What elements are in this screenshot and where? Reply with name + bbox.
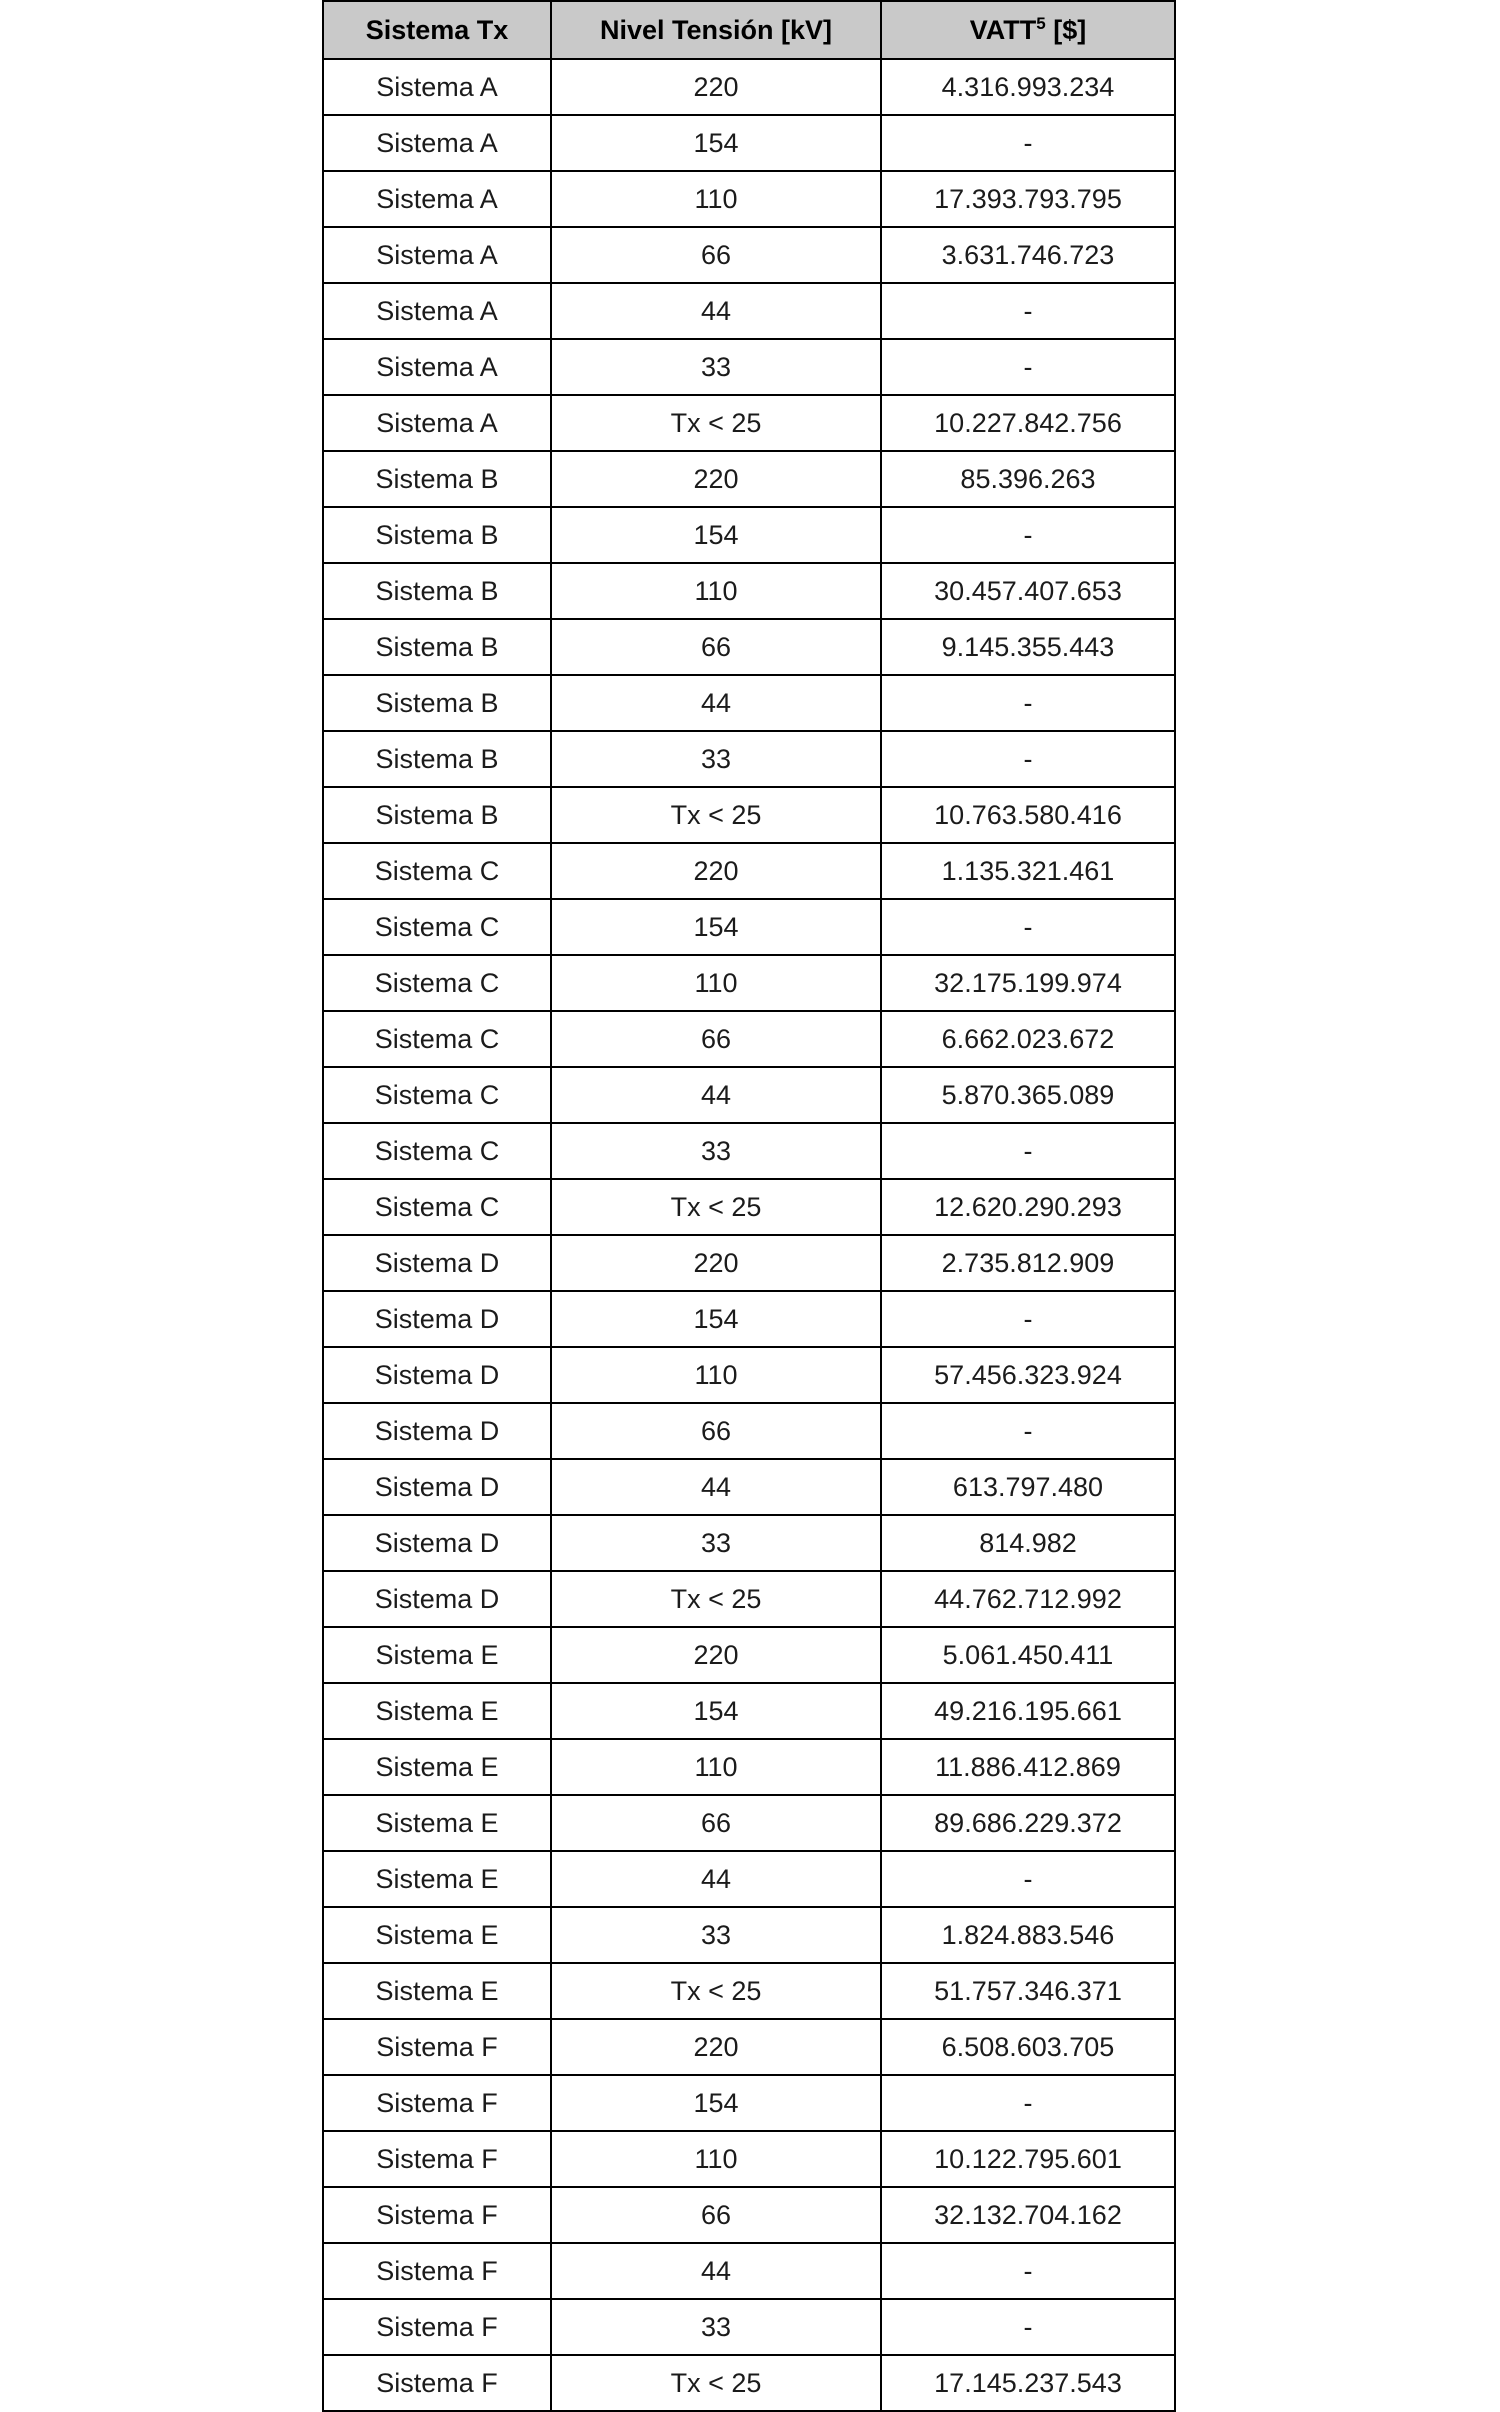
cell-vatt-value: 10.122.795.601: [881, 2131, 1175, 2187]
table-row: [323, 59, 1175, 115]
table-row: [323, 1627, 1175, 1683]
table-row: [323, 1291, 1175, 1347]
cell-vatt-value: -: [881, 1403, 1175, 1459]
cell-level: Tx < 25: [551, 1571, 881, 1627]
table-row: [323, 1739, 1175, 1795]
cell-system: Sistema D: [323, 1571, 551, 1627]
table-row: [323, 843, 1175, 899]
cell-system: Sistema F: [323, 2131, 551, 2187]
cell-system: Sistema E: [323, 1851, 551, 1907]
table-row: [323, 731, 1175, 787]
cell-level: Tx < 25: [551, 1179, 881, 1235]
cell-vatt-value: 1.135.321.461: [881, 843, 1175, 899]
column-header-level: Nivel Tensión [kV]: [551, 1, 881, 59]
table-row: [323, 1851, 1175, 1907]
cell-level: 154: [551, 2075, 881, 2131]
table-row: [323, 1011, 1175, 1067]
cell-level: 33: [551, 1907, 881, 1963]
cell-level: 220: [551, 59, 881, 115]
table-row: [323, 1403, 1175, 1459]
cell-vatt-value: 4.316.993.234: [881, 59, 1175, 115]
table-row: [323, 395, 1175, 451]
cell-system: Sistema D: [323, 1515, 551, 1571]
table-row: [323, 2355, 1175, 2411]
cell-system: Sistema F: [323, 2187, 551, 2243]
column-header-vatt: [881, 1, 1175, 59]
table-row: [323, 115, 1175, 171]
cell-vatt-value: -: [881, 1123, 1175, 1179]
cell-level: 110: [551, 563, 881, 619]
cell-system: Sistema D: [323, 1235, 551, 1291]
cell-level: 33: [551, 339, 881, 395]
cell-vatt-value: 613.797.480: [881, 1459, 1175, 1515]
cell-level: 110: [551, 1739, 881, 1795]
table-row: [323, 227, 1175, 283]
table-row: [323, 171, 1175, 227]
column-header-vatt-footnote: 5: [1036, 14, 1046, 34]
cell-vatt-value: 85.396.263: [881, 451, 1175, 507]
cell-level: 44: [551, 675, 881, 731]
table-row: [323, 2131, 1175, 2187]
cell-system: Sistema B: [323, 787, 551, 843]
cell-system: Sistema D: [323, 1347, 551, 1403]
cell-vatt-value: 17.145.237.543: [881, 2355, 1175, 2411]
cell-system: Sistema C: [323, 1179, 551, 1235]
cell-level: 66: [551, 619, 881, 675]
vatt-table-container: [322, 0, 1174, 2412]
cell-vatt-value: 32.175.199.974: [881, 955, 1175, 1011]
cell-vatt-value: -: [881, 731, 1175, 787]
cell-system: Sistema A: [323, 171, 551, 227]
table-row: [323, 2299, 1175, 2355]
cell-level: 33: [551, 2299, 881, 2355]
cell-level: 220: [551, 843, 881, 899]
cell-level: 110: [551, 955, 881, 1011]
table-row: [323, 451, 1175, 507]
cell-vatt-value: -: [881, 675, 1175, 731]
cell-level: 44: [551, 1851, 881, 1907]
cell-system: Sistema E: [323, 1907, 551, 1963]
cell-system: Sistema B: [323, 675, 551, 731]
cell-level: 44: [551, 283, 881, 339]
cell-system: Sistema A: [323, 283, 551, 339]
cell-system: Sistema E: [323, 1627, 551, 1683]
cell-system: Sistema F: [323, 2355, 551, 2411]
table-body: [323, 59, 1175, 2411]
cell-vatt-value: 6.508.603.705: [881, 2019, 1175, 2075]
cell-system: Sistema A: [323, 227, 551, 283]
cell-vatt-value: 5.061.450.411: [881, 1627, 1175, 1683]
table-row: [323, 563, 1175, 619]
cell-system: Sistema B: [323, 619, 551, 675]
column-header-vatt-unit: [$]: [1045, 15, 1087, 46]
cell-system: Sistema E: [323, 1963, 551, 2019]
table-row: [323, 1067, 1175, 1123]
cell-vatt-value: 44.762.712.992: [881, 1571, 1175, 1627]
cell-system: Sistema A: [323, 339, 551, 395]
cell-level: 66: [551, 1403, 881, 1459]
cell-level: 220: [551, 1235, 881, 1291]
cell-vatt-value: -: [881, 2243, 1175, 2299]
table-row: [323, 1347, 1175, 1403]
table-row: [323, 2019, 1175, 2075]
cell-vatt-value: -: [881, 339, 1175, 395]
table-row: [323, 2075, 1175, 2131]
cell-vatt-value: 5.870.365.089: [881, 1067, 1175, 1123]
cell-level: 44: [551, 2243, 881, 2299]
cell-vatt-value: 1.824.883.546: [881, 1907, 1175, 1963]
cell-vatt-value: 30.457.407.653: [881, 563, 1175, 619]
table-row: [323, 1179, 1175, 1235]
cell-level: 110: [551, 171, 881, 227]
cell-system: Sistema D: [323, 1459, 551, 1515]
table-row: [323, 283, 1175, 339]
cell-vatt-value: 51.757.346.371: [881, 1963, 1175, 2019]
cell-vatt-value: 57.456.323.924: [881, 1347, 1175, 1403]
cell-level: 66: [551, 1795, 881, 1851]
cell-level: 220: [551, 1627, 881, 1683]
cell-system: Sistema D: [323, 1403, 551, 1459]
table-row: [323, 507, 1175, 563]
table-row: [323, 1515, 1175, 1571]
cell-vatt-value: 17.393.793.795: [881, 171, 1175, 227]
cell-vatt-value: 814.982: [881, 1515, 1175, 1571]
table-row: [323, 339, 1175, 395]
table-header: [323, 1, 1175, 59]
cell-vatt-value: 12.620.290.293: [881, 1179, 1175, 1235]
cell-level: 154: [551, 1291, 881, 1347]
table-row: [323, 1963, 1175, 2019]
cell-system: Sistema B: [323, 451, 551, 507]
cell-vatt-value: -: [881, 1851, 1175, 1907]
cell-vatt-value: 2.735.812.909: [881, 1235, 1175, 1291]
cell-level: 220: [551, 451, 881, 507]
cell-level: 33: [551, 1515, 881, 1571]
cell-level: Tx < 25: [551, 1963, 881, 2019]
cell-level: 220: [551, 2019, 881, 2075]
table-row: [323, 1123, 1175, 1179]
cell-system: Sistema F: [323, 2075, 551, 2131]
cell-system: Sistema B: [323, 507, 551, 563]
cell-vatt-value: 32.132.704.162: [881, 2187, 1175, 2243]
cell-vatt-value: 11.886.412.869: [881, 1739, 1175, 1795]
cell-vatt-value: 49.216.195.661: [881, 1683, 1175, 1739]
cell-level: 33: [551, 731, 881, 787]
cell-vatt-value: 3.631.746.723: [881, 227, 1175, 283]
table-row: [323, 1571, 1175, 1627]
cell-vatt-value: 9.145.355.443: [881, 619, 1175, 675]
cell-vatt-value: 6.662.023.672: [881, 1011, 1175, 1067]
table-row: [323, 675, 1175, 731]
cell-vatt-value: -: [881, 1291, 1175, 1347]
cell-system: Sistema F: [323, 2299, 551, 2355]
cell-system: Sistema E: [323, 1739, 551, 1795]
table-row: [323, 619, 1175, 675]
cell-system: Sistema E: [323, 1683, 551, 1739]
table-row: [323, 1459, 1175, 1515]
cell-vatt-value: 10.763.580.416: [881, 787, 1175, 843]
cell-level: 154: [551, 899, 881, 955]
cell-level: 110: [551, 2131, 881, 2187]
cell-system: Sistema F: [323, 2243, 551, 2299]
cell-level: 110: [551, 1347, 881, 1403]
table-row: [323, 2243, 1175, 2299]
cell-system: Sistema E: [323, 1795, 551, 1851]
cell-level: 154: [551, 507, 881, 563]
cell-level: Tx < 25: [551, 2355, 881, 2411]
cell-system: Sistema C: [323, 955, 551, 1011]
cell-vatt-value: -: [881, 899, 1175, 955]
table-row: [323, 787, 1175, 843]
table-row: [323, 955, 1175, 1011]
column-header-system: Sistema Tx: [323, 1, 551, 59]
cell-system: Sistema C: [323, 899, 551, 955]
cell-system: Sistema A: [323, 115, 551, 171]
table-row: [323, 1683, 1175, 1739]
cell-vatt-value: -: [881, 115, 1175, 171]
cell-vatt-value: -: [881, 507, 1175, 563]
table-row: [323, 1907, 1175, 1963]
cell-system: Sistema D: [323, 1291, 551, 1347]
cell-system: Sistema C: [323, 1067, 551, 1123]
cell-level: 44: [551, 1067, 881, 1123]
cell-system: Sistema C: [323, 1011, 551, 1067]
table-header-row: [323, 1, 1175, 59]
cell-system: Sistema C: [323, 1123, 551, 1179]
cell-level: 66: [551, 2187, 881, 2243]
column-header-vatt-text: VATT: [969, 15, 1037, 46]
cell-vatt-value: -: [881, 2075, 1175, 2131]
cell-system: Sistema C: [323, 843, 551, 899]
cell-vatt-value: 89.686.229.372: [881, 1795, 1175, 1851]
cell-vatt-value: 10.227.842.756: [881, 395, 1175, 451]
cell-level: 66: [551, 1011, 881, 1067]
cell-level: 154: [551, 1683, 881, 1739]
table-row: [323, 1235, 1175, 1291]
cell-system: Sistema B: [323, 731, 551, 787]
cell-level: 44: [551, 1459, 881, 1515]
cell-level: Tx < 25: [551, 395, 881, 451]
table-row: [323, 2187, 1175, 2243]
vatt-table: [322, 0, 1176, 2412]
cell-level: 154: [551, 115, 881, 171]
cell-system: Sistema A: [323, 395, 551, 451]
cell-level: 66: [551, 227, 881, 283]
cell-system: Sistema F: [323, 2019, 551, 2075]
cell-level: Tx < 25: [551, 787, 881, 843]
cell-system: Sistema B: [323, 563, 551, 619]
cell-vatt-value: -: [881, 283, 1175, 339]
cell-level: 33: [551, 1123, 881, 1179]
table-row: [323, 899, 1175, 955]
cell-system: Sistema A: [323, 59, 551, 115]
table-row: [323, 1795, 1175, 1851]
cell-vatt-value: -: [881, 2299, 1175, 2355]
